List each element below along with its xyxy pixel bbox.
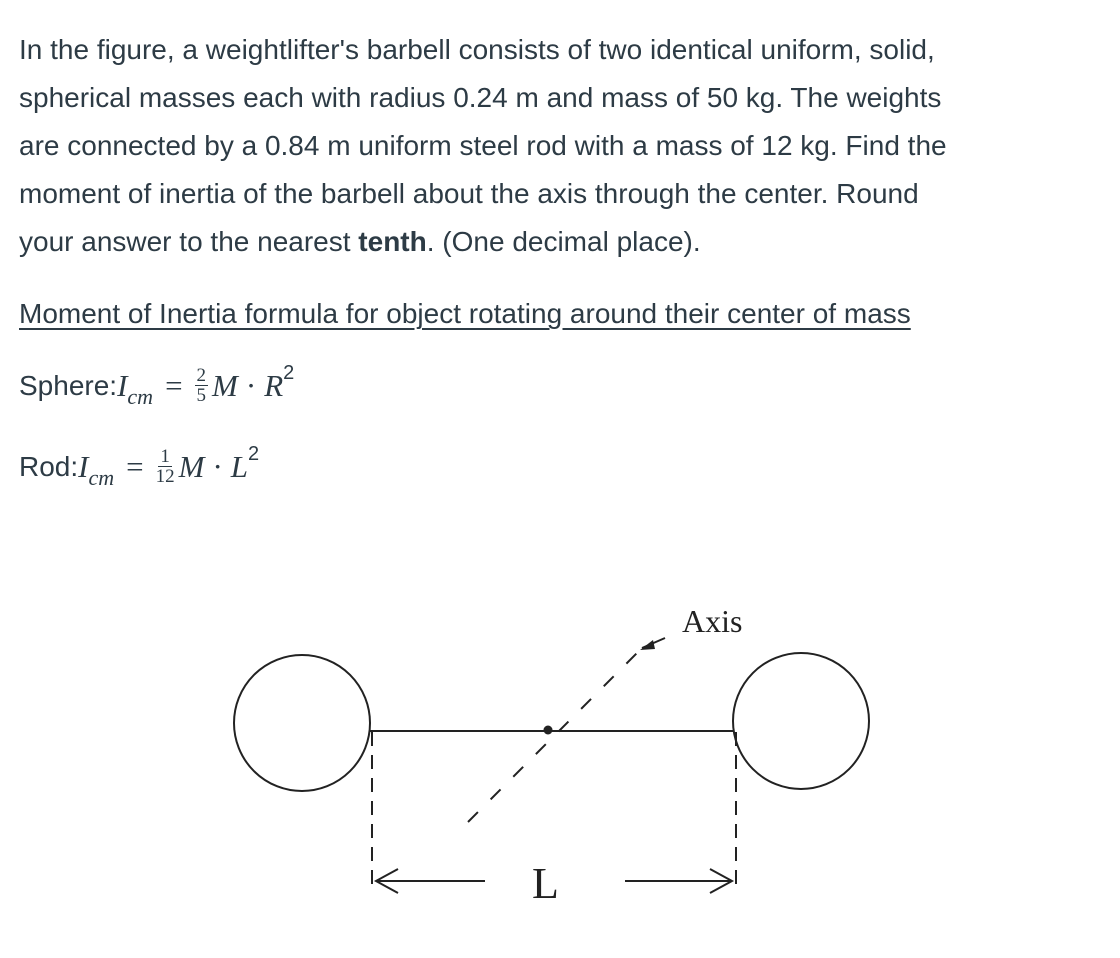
sphere-inertia-subscript: cm — [127, 383, 154, 409]
center-point — [544, 726, 553, 735]
question-emphasis: tenth — [358, 226, 427, 257]
rod-denominator: 12 — [155, 466, 175, 487]
question-line-4: moment of inertia of the barbell about the axis through the center. Round — [19, 178, 919, 209]
sphere-numerator: 2 — [196, 365, 207, 386]
rod-equals: = — [126, 448, 144, 484]
sphere-dot: · — [245, 367, 257, 403]
sphere-equals: = — [165, 367, 183, 403]
rod-inertia-symbol: $I_{cm}$ — [78, 448, 115, 490]
axis-arrow-head — [640, 640, 655, 650]
sphere-denominator: 5 — [196, 385, 207, 406]
axis-label: Axis — [682, 603, 743, 639]
rod-formula-label: Rod: — [19, 450, 79, 482]
left-sphere — [234, 655, 370, 791]
sphere-inertia-symbol: $I_{cm}$ — [117, 367, 154, 409]
rod-exponent: 2 — [248, 443, 260, 465]
sphere-formula-label: Sphere: — [19, 369, 118, 401]
rod-length-var: L — [230, 448, 249, 484]
rod-inertia-subscript: cm — [88, 464, 115, 490]
rod-numerator: 1 — [160, 446, 170, 467]
right-sphere — [733, 653, 869, 789]
rotation-axis-line — [468, 650, 640, 822]
rod-dot: · — [212, 448, 223, 484]
length-label: L — [532, 859, 559, 908]
question-line-5-start: your answer to the nearest — [19, 226, 359, 257]
sphere-exponent: 2 — [283, 362, 295, 384]
question-line-2: spherical masses each with radius 0.24 m and mass of 50 kg. The weights — [19, 82, 942, 113]
formula-heading-link[interactable]: Moment of Inertia formula for object rotating around their center of mass — [19, 298, 911, 329]
sphere-mass: M — [212, 367, 238, 403]
question-line-1: In the figure, a weightlifter's barbell consists of two identical uniform, solid, — [19, 34, 935, 65]
rod-mass: M — [178, 448, 205, 484]
question-line-3: are connected by a 0.84 m uniform steel rod with a mass of 12 kg. Find the — [19, 130, 947, 161]
question-line-5-end: . (One decimal place). — [426, 226, 701, 257]
sphere-radius-var: R — [264, 367, 284, 403]
